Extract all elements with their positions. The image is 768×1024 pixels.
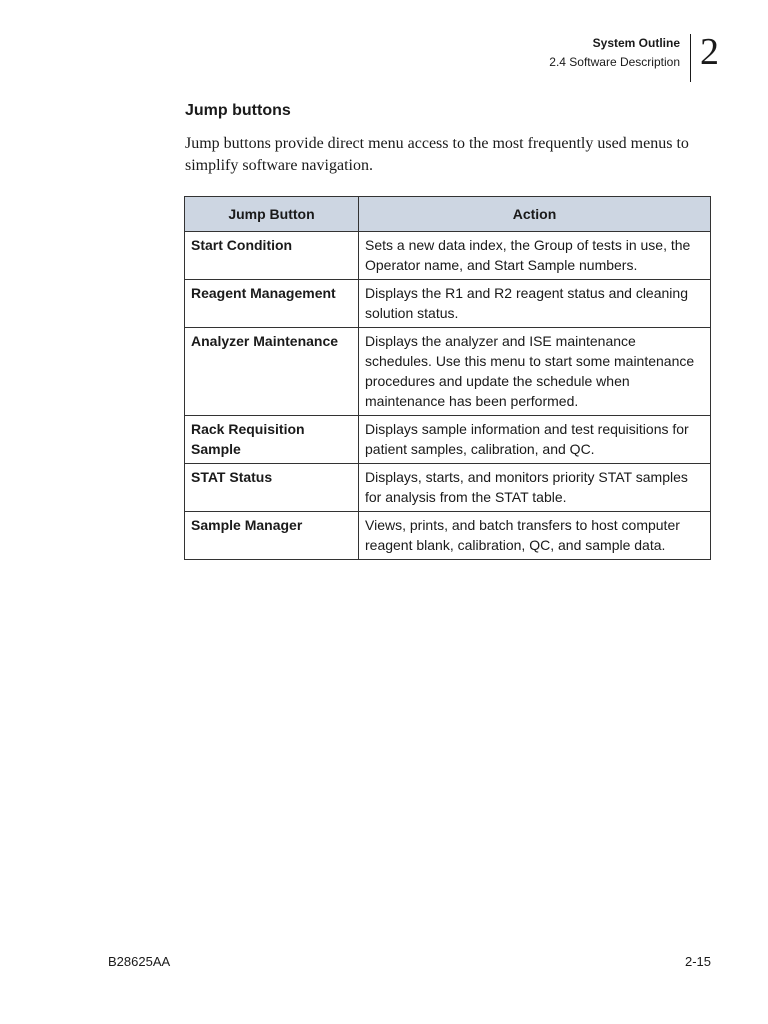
header-divider (690, 34, 691, 82)
jump-button-action: Sets a new data index, the Group of tests in use, the Operator name, and Start Sample numbers. (359, 232, 711, 280)
table-row (185, 328, 711, 416)
jump-button-action: Views, prints, and batch transfers to host computer reagent blank, calibration, QC, and sample data. (359, 512, 711, 560)
jump-button-name: Start Condition (185, 232, 359, 280)
chapter-title: System Outline (592, 36, 680, 50)
jump-button-action: Displays the analyzer and ISE maintenance schedules. Use this menu to start some maintenance procedures and update the schedule when maintenance has been performed. (359, 328, 711, 416)
document-id: B28625AA (108, 954, 171, 969)
intro-paragraph: Jump buttons provide direct menu access to the most frequently used menus to simplify software navigation. (185, 135, 689, 174)
jump-button-action: Displays, starts, and monitors priority STAT samples for analysis from the STAT table. (359, 464, 711, 512)
table-row (185, 464, 711, 512)
section-heading: Jump buttons (185, 102, 291, 119)
column-header-action: Action (359, 197, 711, 232)
jump-button-name: Reagent Management (185, 280, 359, 328)
jump-button-name: Analyzer Maintenance (185, 328, 359, 416)
jump-button-action: Displays the R1 and R2 reagent status and cleaning solution status. (359, 280, 711, 328)
table-row (185, 416, 711, 464)
jump-button-name: STAT Status (185, 464, 359, 512)
table-row (185, 232, 711, 280)
running-header (549, 34, 680, 72)
chapter-number: 2 (700, 31, 719, 73)
jump-button-action: Displays sample information and test requisitions for patient samples, calibration, and QC. (359, 416, 711, 464)
page-number: 2-15 (684, 954, 711, 969)
table-row (185, 512, 711, 560)
table-row (185, 280, 711, 328)
section-subtitle: 2.4 Software Description (549, 55, 680, 69)
jump-button-name: Sample Manager (185, 512, 359, 560)
jump-buttons-table (184, 196, 711, 560)
jump-button-name: Rack Requisition Sample (185, 416, 359, 464)
column-header-jump-button: Jump Button (185, 197, 359, 232)
table-header-row (185, 197, 711, 232)
